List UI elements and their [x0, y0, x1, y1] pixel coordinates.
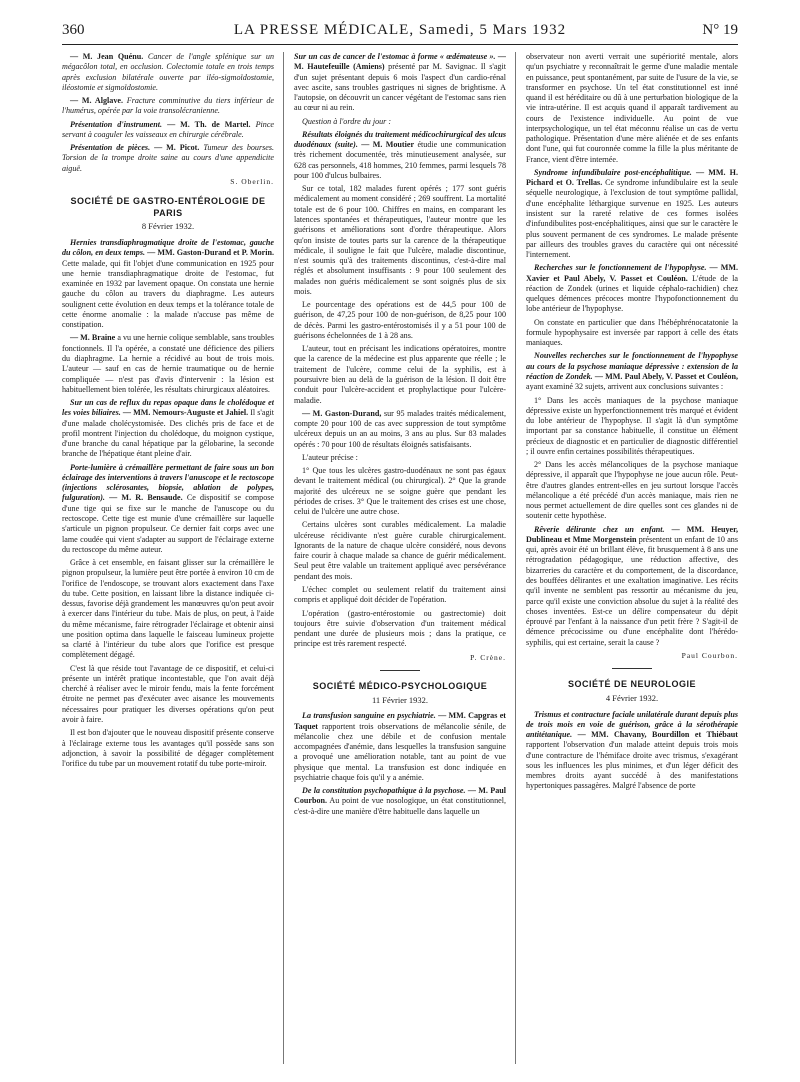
- separator-rule: [380, 670, 420, 671]
- paragraph: 1° Dans les accès maniaques de la psychose maniaque dépressive existe un hyperfonctionnement très marqué et évident du lobe antérieur de l'hypophyse. Il s'agit là d'un symptôme important par sa constance habituelle, il constitue un élément précieux de diagnostic et en particulier de diagnostic différentiel ; il ouvre enfin certaines possibilités thérapeutiques.: [526, 395, 738, 456]
- paragraph: — M. Gaston-Durand, sur 95 malades traités médicalement, compte 20 pour 100 de cas avec suppression de tout symptôme ulcéreux depuis un an au moins, 3 ans au plus. Sur 83 malades opérés : 70 pour 100 de résultats éloignés satisfaisants.: [294, 408, 506, 449]
- paragraph: Hernies transdiaphragmatique droite de l'estomac, gauche du côlon, en deux temps. — MM. Gaston-Durand et P. Morin. Cette malade, qui fit l'objet d'une communication en 1925 pour une hernie transdiaphragmatique droite de l'estomac, fut examinée en 1932 par lavement opaque. On constata une hernie gauche du côlon au travers du diaphragme. Les auteurs soulignent cette évolution en deux temps et la tolérance totale de cette énorme anomalie : la malade n'accuse pas même de constipation.: [62, 238, 274, 330]
- separator-rule: [612, 668, 652, 669]
- section-title: SOCIÉTÉ DE NEUROLOGIE: [567, 679, 696, 690]
- signature: P. Crène.: [470, 652, 506, 662]
- column-divider: [283, 52, 284, 1064]
- paragraph: L'auteur précise :: [302, 452, 358, 462]
- paragraph: 1° Que tous les ulcères gastro-duodénaux ne sont pas égaux devant le traitement médical (ou chirurgical). 2° Que la grande majorité des ulcéreux ne se soigne guère que pendant les périodes de crises. 3° Que le traitement des crises est une chose, celui de l'ulcère une autre chose.: [294, 466, 506, 517]
- paragraph: Rêverie délirante chez un enfant. — MM. Heuyer, Dublineau et Mme Morgenstein présentent un enfant de 10 ans qui, après avoir été un brillant élève, fit brusquement à 8 ans une rétrogradation pédagogique, une réduction affective, des bizarreries du caractère et du comportement, de la discordance, des bouffées délirantes et une exaltation imaginative. Les récits qu'il invente ne semblent pas ressortir au mécanisme du jeu, parce qu'il existe une conviction absolue du sujet à la réalité des choses inventées. Est-ce un délire compensateur du dépit éprouvé par l'enfant à la naissance d'un petit frère ? S'agit-il de démence précocissime ou d'une encéphalite dont l'hérédo-syphilis, qui est certaine, serait la cause ?: [526, 524, 738, 647]
- paragraph: La transfusion sanguine en psychiatrie. — MM. Capgras et Taquet rapportent trois observations de mélancolie sénile, de mélancolie chez une débile et de confusion mentale accompagnées d'anémie, dans lesquelles la transfusion sanguine a provoqué une amélioration notable, tant au point de vue physique que mental. La transfusion est donc indiquée en psychiatrie chaque fois qu'il y a anémie.: [294, 711, 506, 782]
- paragraph: Présentation d'instrument. — M. Th. de Martel. Pince servant à coaguler les vaisseaux en chirurgie cérébrale.: [62, 119, 274, 139]
- paragraph: — M. Braine a vu une hernie colique semblable, sans troubles fonctionnels. Il l'a opérée, a constaté une déficience des piliers du diaphragme. La hernie a récidivé au bout de trois mois. L'auteur — sauf en cas de hernie traumatique ou de hernie compliquée — n'est pas d'avis d'intervenir : la lésion est habituellement bien tolérée, les résultats chirurgicaux aléatoires.: [62, 333, 274, 394]
- paragraph: Grâce à cet ensemble, en faisant glisser sur la crémaillère le pignon propulseur, la lumière peut être portée à environ 10 cm de l'orifice de l'endoscope, se trouvant alors exactement dans l'axe du tube. Cette position, en laissant libre la distance indiquée ci-dessus, favorise déjà grandement les manœuvres qu'on peut avoir à exercer dans l'intérieur du tube. Mais de plus, on peut, à l'aide du même mécanisme, faire rétrograder l'éclairage et obtenir ainsi une position optima dans laquelle le faisceau lumineux projette sa clarté à l'intérieur du tube alors que l'orifice est presque complètement dégagé.: [62, 558, 274, 660]
- paragraph: L'auteur, tout en précisant les indications opératoires, montre que la carence de la médecine est plus apparente que réelle ; le traitement de l'ulcère, comme celui de la syphilis, est à poursuivre bien au delà de la guérison de la lésion. Il doit être conduit pour l'ulcère-accident et prophylactique pour l'ulcère-maladie.: [294, 344, 506, 405]
- paragraph: Il est bon d'ajouter que le nouveau dispositif présente conserve à l'éclairage externe tous les avantages qu'il possède sans son adjonction, à savoir la possibilité de dégager complètement l'orifice du tube par un mouvement rotatif du tube porte-miroir.: [62, 728, 274, 769]
- paragraph: Nouvelles recherches sur le fonctionnement de l'hypophyse au cours de la psychose maniaque dépressive : extension de la réaction de Zondek. — MM. Paul Abely, V. Passet et Couléon, ayant examiné 32 sujets, arrivent aux conclusions suivantes :: [526, 351, 738, 392]
- issue-number: N° 19: [702, 22, 738, 38]
- paragraph: Sur ce total, 182 malades furent opérés ; 177 sont guéris médicalement au moment considéré ; 269 souffrent. La mortalité totale est de 6 pour 100. Chiffres en mains, en comparant les latences spontanées et thérapeutiques, l'auteur montre que les guérisons et améliorations sont d'ordre thérapeutique. Alors qu'on insiste de toutes parts sur la carence de la thérapeutique médicale, il souligne le fait que l'ulcère, maladie discontinue, n'est soumis qu'à des traitements discontinus, c'est-à-dire mal réglés et absolument insuffisants : 9 pour 100 seulement des malades non guéris médicalement se sont soignés plus de six mois.: [294, 184, 506, 296]
- paragraph: Syndrome infundibulaire post-encéphalitique. — MM. H. Pichard et O. Trellas. Ce syndrome infundibulaire est la seule séquelle neurologique, à l'exclusion de tout symptôme pallidal, d'une encéphalite léthargique survenue en 1925. Les auteurs insistent sur la rareté relative de ces formes isolées d'infundibulites post-encéphalitiques, ainsi que sur le caractère le plus souvent permanent de ces syndromes. Le malade présente par ailleurs des troubles graves du caractère qui ont nécessité l'internement.: [526, 167, 738, 260]
- paragraph: Le pourcentage des opérations est de 44,5 pour 100 de guérison, de 47,25 pour 100 de non-guérison, de 8,25 pour 100 de décès. Parmi les gastro-entérostomisés il y a 51 pour 100 de guérisons échelonnées de 1 à 28 ans.: [294, 300, 506, 340]
- paragraph: C'est là que réside tout l'avantage de ce dispositif, et celui-ci présente un intérêt pratique incontestable, que l'on avait déjà cherché à réaliser avec le miroir fendu, mais la fente forcément étroite ne permet pas d'exécuter avec aisance les mouvements nécessaires pour pratiquer les diverses opérations qu'on peut avoir à faire.: [62, 663, 274, 725]
- page-number: 360: [62, 22, 85, 38]
- page-header: [62, 18, 738, 45]
- paragraph: L'échec complet ou seulement relatif du traitement ainsi compris et appliqué doit décider de l'opération.: [294, 585, 506, 605]
- paragraph: Résultats éloignés du traitement médicochirurgical des ulcus duodénaux (suite). — M. Moutier étudie une communication très richement documentée, très minutieusement analysée, sur 628 cas personnels, 418 hommes, 210 femmes, parmi lesquels 78 pour 100 d'ulcus bulbaires.: [294, 129, 506, 180]
- signature: Paul Courbon.: [681, 650, 738, 660]
- paragraph: observateur non averti verrait une supériorité mentale, alors qu'un psychiatre y reconnaîtrait le germe d'une maladie mentale en puissance, peut spontanément, par suite de l'usure de la vie, se transformer en psychose. Un tel état constitutionnel est inné quand il est héréditaire ou dû à une perturbation biologique de la vie intra-utérine. Il est acquis quand il apparaît tardivement au cours de l'existence individuelle. Au point de vue interpsychologique, un tel état méconnu réalise un cas de vertu pathologique. Présentation d'une mère aliénée et de ses enfants dont l'une, qui fut couronnée comme la fille la plus méritante de France, vient d'être internée.: [526, 52, 738, 164]
- paragraph: Sur un cas de reflux du repas opaque dans le cholédoque et les voies biliaires. — MM. Nemours-Auguste et Jahiel. Il s'agit d'une malade cholécystomisée. Des clichés pris de face et de profil montrent l'injection du cholédoque, du moignon cystique, d'une branche du canal hépatique par la gélobarine, la seconde branche de l'hépatique étant pleine d'air.: [62, 398, 274, 459]
- paragraph: L'opération (gastro-entérostomie ou gastrectomie) doit toujours être suivie d'observation d'un traitement médical pendant une durée de plusieurs mois ; dans la pratique, ce principe est très rarement respecté.: [294, 608, 506, 649]
- paragraph: — M. Jean Quénu. Cancer de l'angle splénique sur un mégacôlon total, en occlusion. Colectomie totale en trois temps après exclusion bilatérale ouverte par iléo-sigmoïdostomie, iléostomie et sigmoïdostomie.: [62, 52, 274, 92]
- paragraph: Certains ulcères sont curables médicalement. La maladie ulcéreuse récidivante n'est guère curable chirurgicalement. Ignorants de la nature de chaque ulcère considéré, nous devons faire courir à chaque malade sa chance de guérir médicalement. Seul peut être valable un traitement appliqué avec persévérance pendant des mois.: [294, 520, 506, 581]
- column-3: [526, 52, 738, 1070]
- section-title: SOCIÉTÉ DE GASTRO-ENTÉROLOGIE DE PARIS: [70, 196, 266, 218]
- section-title: SOCIÉTÉ MÉDICO-PSYCHOLOGIQUE: [312, 681, 488, 692]
- paragraph: Sur un cas de cancer de l'estomac à forme « œdémateuse ». — M. Hautefeuille (Amiens) présenté par M. Savignac. Il s'agit d'un sujet présentant depuis 6 mois l'aspect d'un cardio-rénal avec ascite, sans troubles gastriques ni signes de brightisme. A l'autopsie, on découvrit un cancer végétant de l'estomac sans rien au cœur ni au rein.: [294, 52, 506, 113]
- section-date: 8 Février 1932.: [141, 221, 195, 232]
- section-date: 4 Février 1932.: [605, 692, 659, 703]
- paragraph: Présentation de pièces. — M. Picot. Tumeur des bourses. Torsion de la trompe droite saine au cours d'une appendicite aiguë.: [62, 143, 274, 173]
- section-date: 11 Février 1932.: [371, 694, 429, 705]
- paragraph: De la constitution psychopathique à la psychose. — M. Paul Courbon. Au point de vue nosologique, un état constitutionnel, c'est-à-dire une manière d'être habituelle dans laquelle un: [294, 786, 506, 816]
- paragraph: Question à l'ordre du jour :: [302, 116, 392, 126]
- paragraph: Recherches sur le fonctionnement de l'hypophyse. — MM. Xavier et Paul Abely, V. Passet et Couléon. L'étude de la réaction de Zondek (urines et liquide céphalo-rachidien) chez quelques démences précoces montre l'hypofonctionnement du lobe antérieur de l'hypophyse.: [526, 263, 738, 314]
- paragraph: Trismus et contracture faciale unilatérale durant depuis plus de trois mois en voie de guérison, grâce à la sérothérapie antitétanique. — MM. Chavany, Bourdillon et Thiébaut rapportent l'observation d'un malade atteint depuis trois mois d'une contracture de l'hémiface droite avec trismus, s'exagérant sous les influences les plus minimes, et d'un léger déficit des membres droits ayant succédé à des manifestations hypertoniques passagères. Malgré l'absence de porte: [526, 709, 738, 791]
- paragraph: — M. Alglave. Fracture comminutive du tiers inférieur de l'humérus, opérée par la voie transolécranienne.: [62, 96, 274, 116]
- journal-title: LA PRESSE MÉDICALE, Samedi, 5 Mars 1932: [233, 22, 567, 38]
- column-2: [294, 52, 506, 1070]
- column-divider: [515, 52, 516, 1064]
- paragraph: Porte-lumière à crémaillère permettant de faire sous un bon éclairage des interventions à travers l'anuscope et le rectoscope (injections sclérosantes, biopsie, ablation de polypes, fulguration). — M. R. Bensaude. Ce dispositif se compose d'une tige qui se fixe sur le manche de l'anuscope ou du rectoscope. Cette tige est munie d'une crémaillère sur laquelle s'articule un pignon propulseur. Ce dernier fait corps avec une lame coudée qui vient s'adapter au support de l'éclairage externe du rectoscope du même auteur.: [62, 462, 274, 554]
- paragraph: 2° Dans les accès mélancoliques de la psychose maniaque dépressive, il apparaît que l'hypophyse ne joue aucun rôle. Peut-être d'autres glandes entrent-elles en jeu surtout lorsque l'accès mélancolique a été précédé d'un accès maniaque, mais rien ne nous permet actuellement de dire quelles sont ces glandes ni de soutenir cette hypothèse.: [526, 460, 738, 521]
- paragraph: On constate en particulier que dans l'hébéphrénocatatonie la formule hypophysaire est inversée par rapport à celle des états maniaques.: [526, 317, 738, 348]
- column-1: [62, 52, 274, 1070]
- signature: S. Oberlin.: [230, 176, 274, 186]
